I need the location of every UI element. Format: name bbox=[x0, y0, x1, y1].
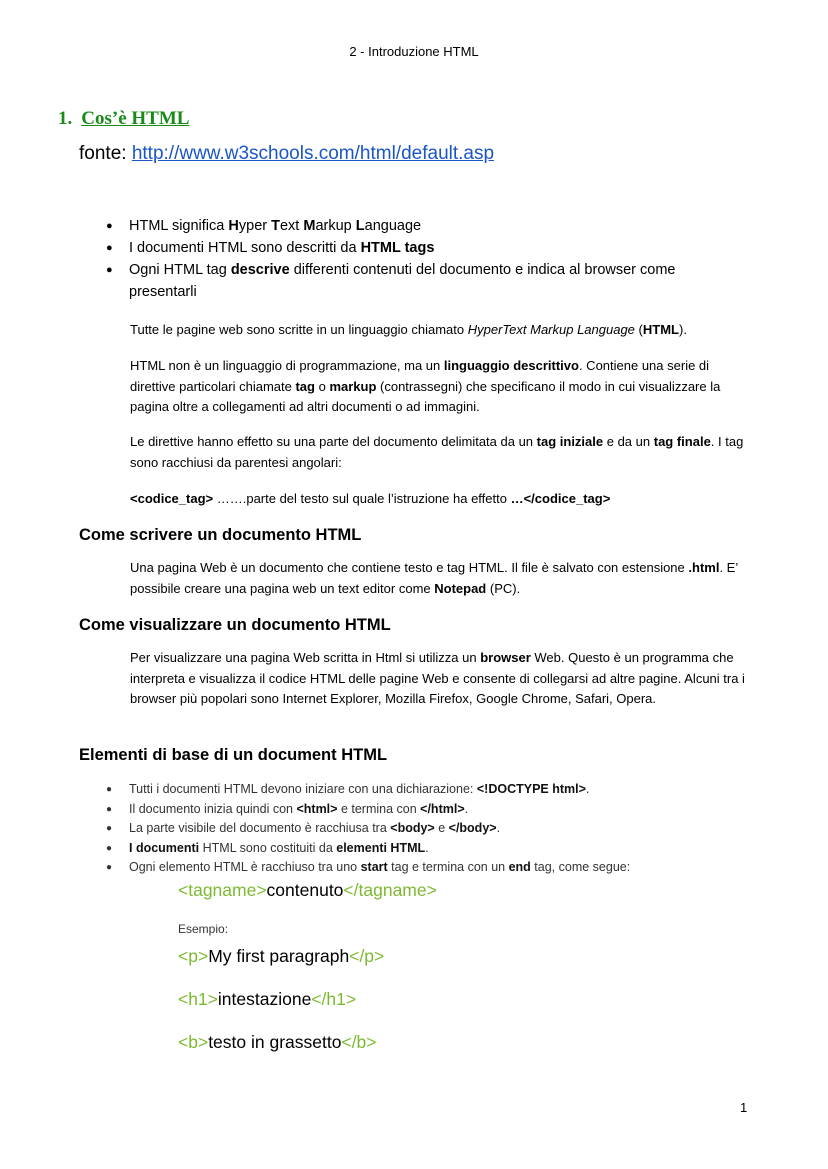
paragraph: HTML non è un linguaggio di programmazione, ma un linguaggio descrittivo. Contiene una serie di direttive particolari chiamate tag o markup (contrassegni) che specificano il modo in cui visualizzare la pagina oltre a collegamenti ad altri documenti o ad immagini. bbox=[130, 358, 721, 414]
page-number: 1 bbox=[740, 1100, 748, 1115]
section-title: Cos’è HTML bbox=[81, 108, 190, 129]
page-header: 2 - Introduzione HTML bbox=[349, 44, 479, 59]
subheading-visualizzare: Come visualizzare un documento HTML bbox=[79, 616, 391, 634]
list-item: ● Ogni HTML tag descrive differenti contenuti del documento e indica al browser come presentarli bbox=[106, 259, 726, 303]
subheading-scrivere: Come scrivere un documento HTML bbox=[79, 526, 362, 544]
paragraph: Una pagina Web è un documento che contiene testo e tag HTML. Il file è salvato con estensione .html. E’ possibile creare una pagina web un text editor come Notepad (PC). bbox=[130, 560, 738, 596]
list-item: ● I documenti HTML sono costituiti da elementi HTML. bbox=[106, 839, 746, 859]
paragraph: Per visualizzare una pagina Web scritta in Html si utilizza un browser Web. Questo è un programma che interpreta e visualizza il codice HTML delle pagine Web e consente di collegarsi ad altre pagine. Alcuni tra i browser più popolari sono Internet Explorer, Mozilla Firefox, Google Chrome, Safari, Opera. bbox=[130, 650, 745, 706]
syntax-line: <codice_tag> …….parte del testo sul quale l’istruzione ha effetto …</codice_tag> bbox=[130, 491, 611, 506]
example-label: Esempio: bbox=[178, 922, 229, 936]
source-link[interactable]: http://www.w3schools.com/html/default.asp bbox=[131, 143, 495, 164]
section-heading bbox=[58, 108, 189, 130]
list-item: ● Tutti i documenti HTML devono iniziare con una dichiarazione: <!DOCTYPE html>. bbox=[106, 780, 746, 800]
list-item: ● Ogni elemento HTML è racchiuso tra uno start tag e termina con un end tag, come segue: bbox=[106, 858, 746, 878]
code-example-tagname: <tagname>contenuto</tagname> bbox=[178, 880, 437, 900]
source-label: fonte: bbox=[79, 143, 127, 164]
source-line bbox=[79, 143, 494, 165]
section-number: 1. bbox=[58, 108, 73, 129]
paragraph: Tutte le pagine web sono scritte in un linguaggio chiamato HyperText Markup Language (HTML). bbox=[130, 322, 687, 337]
elements-bullet-list bbox=[106, 780, 746, 878]
subheading-elementi: Elementi di base di un document HTML bbox=[79, 746, 388, 764]
list-item: ● La parte visibile del documento è racchiusa tra <body> e </body>. bbox=[106, 819, 746, 839]
code-example-paragraph: <p>My first paragraph</p> bbox=[178, 946, 385, 966]
code-example-bold: <b>testo in grassetto</b> bbox=[178, 1032, 377, 1052]
intro-bullet-list bbox=[106, 215, 726, 303]
list-item: ● HTML significa Hyper Text Markup Language bbox=[106, 215, 726, 237]
list-item: ● I documenti HTML sono descritti da HTML tags bbox=[106, 237, 726, 259]
code-example-heading: <h1>intestazione</h1> bbox=[178, 989, 357, 1009]
paragraph: Le direttive hanno effetto su una parte del documento delimitata da un tag iniziale e da un tag finale. I tag sono racchiusi da parentesi angolari: bbox=[130, 434, 744, 470]
list-item: ● Il documento inizia quindi con <html> e termina con </html>. bbox=[106, 800, 746, 820]
